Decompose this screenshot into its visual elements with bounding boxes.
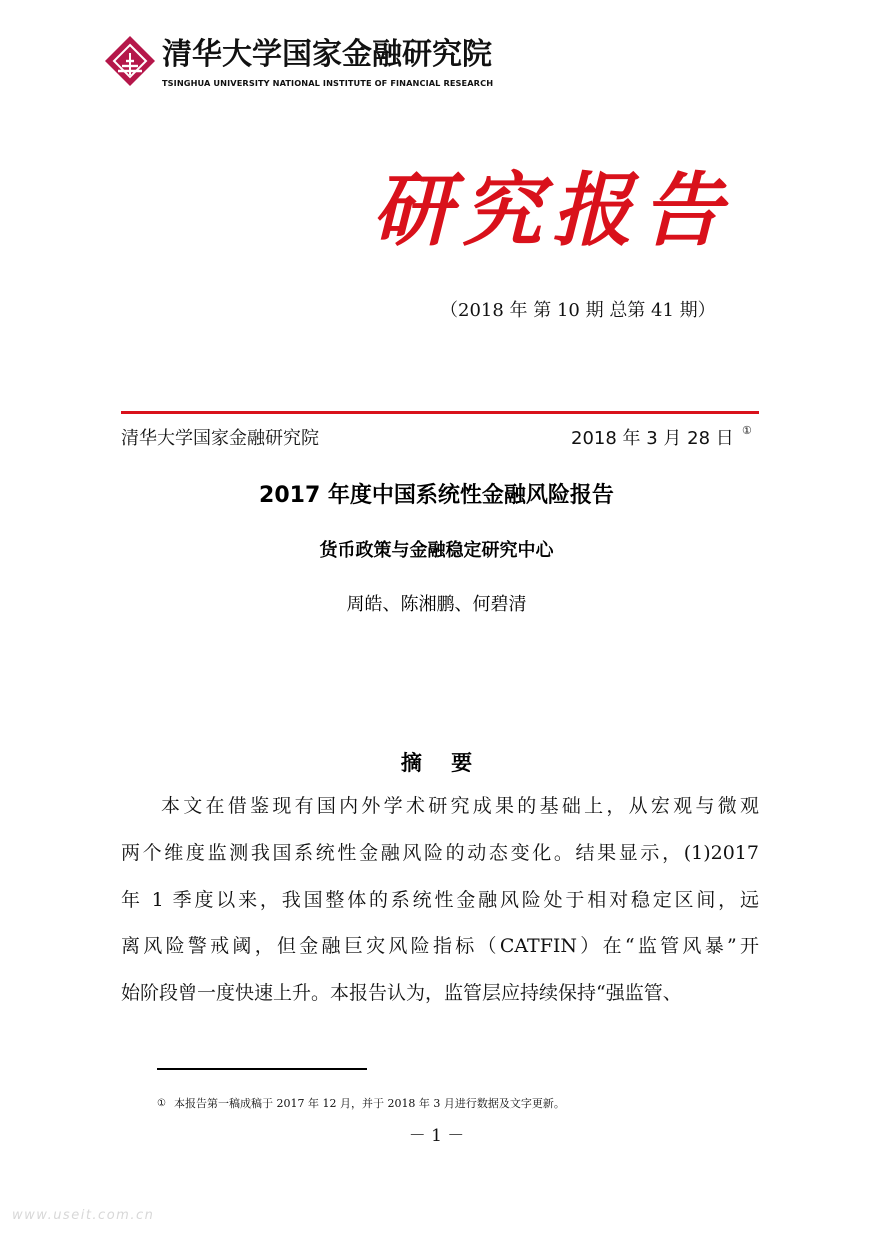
abstract-line: 本文在借鉴现有国内外学术研究成果的基础上，从宏观与微观 bbox=[161, 795, 759, 817]
issue-number: （2018 年 第 10 期 总第 41 期） bbox=[440, 300, 716, 321]
org-name-cn: 清华大学国家金融研究院 bbox=[162, 37, 492, 72]
footnote bbox=[157, 1096, 565, 1112]
abstract-line: 离风险警戒阈，但金融巨灾风险指标（CATFIN）在“监管风暴”开 bbox=[121, 935, 759, 957]
institution-name: 清华大学国家金融研究院 bbox=[121, 428, 319, 449]
report-date: 2018 年 3 月 28 日 bbox=[571, 428, 734, 449]
abstract-line: 年 1 季度以来，我国整体的系统性金融风险处于相对稳定区间，远 bbox=[121, 889, 759, 911]
institute-logo-icon bbox=[104, 35, 156, 87]
report-title: 2017 年度中国系统性金融风险报告 bbox=[259, 483, 614, 508]
footnote-text: 本报告第一稿成稿于 2017 年 12 月，并于 2018 年 3 月进行数据及文字更新。 bbox=[173, 1097, 565, 1110]
abstract-line: 两个维度监测我国系统性金融风险的动态变化。结果显示，(1)2017 bbox=[121, 842, 759, 864]
authors: 周皓、陈湘鹏、何碧清 bbox=[346, 594, 527, 615]
report-type-title: 研究报告 bbox=[372, 163, 732, 257]
research-center: 货币政策与金融稳定研究中心 bbox=[319, 540, 554, 561]
watermark: www.useit.com.cn bbox=[12, 1208, 155, 1223]
red-divider bbox=[121, 411, 759, 414]
page-number: － 1 － bbox=[408, 1126, 465, 1146]
footnote-mark: ① bbox=[157, 1098, 166, 1109]
footnote-divider bbox=[157, 1068, 367, 1070]
abstract-line: 始阶段曾一度快速上升。本报告认为，监管层应持续保持“强监管、 bbox=[121, 982, 682, 1004]
org-name-en: TSINGHUA UNIVERSITY NATIONAL INSTITUTE OF FINANCIAL RESEARCH bbox=[162, 78, 494, 88]
footnote-reference: ① bbox=[742, 424, 752, 437]
abstract-heading: 摘 要 bbox=[400, 751, 473, 775]
